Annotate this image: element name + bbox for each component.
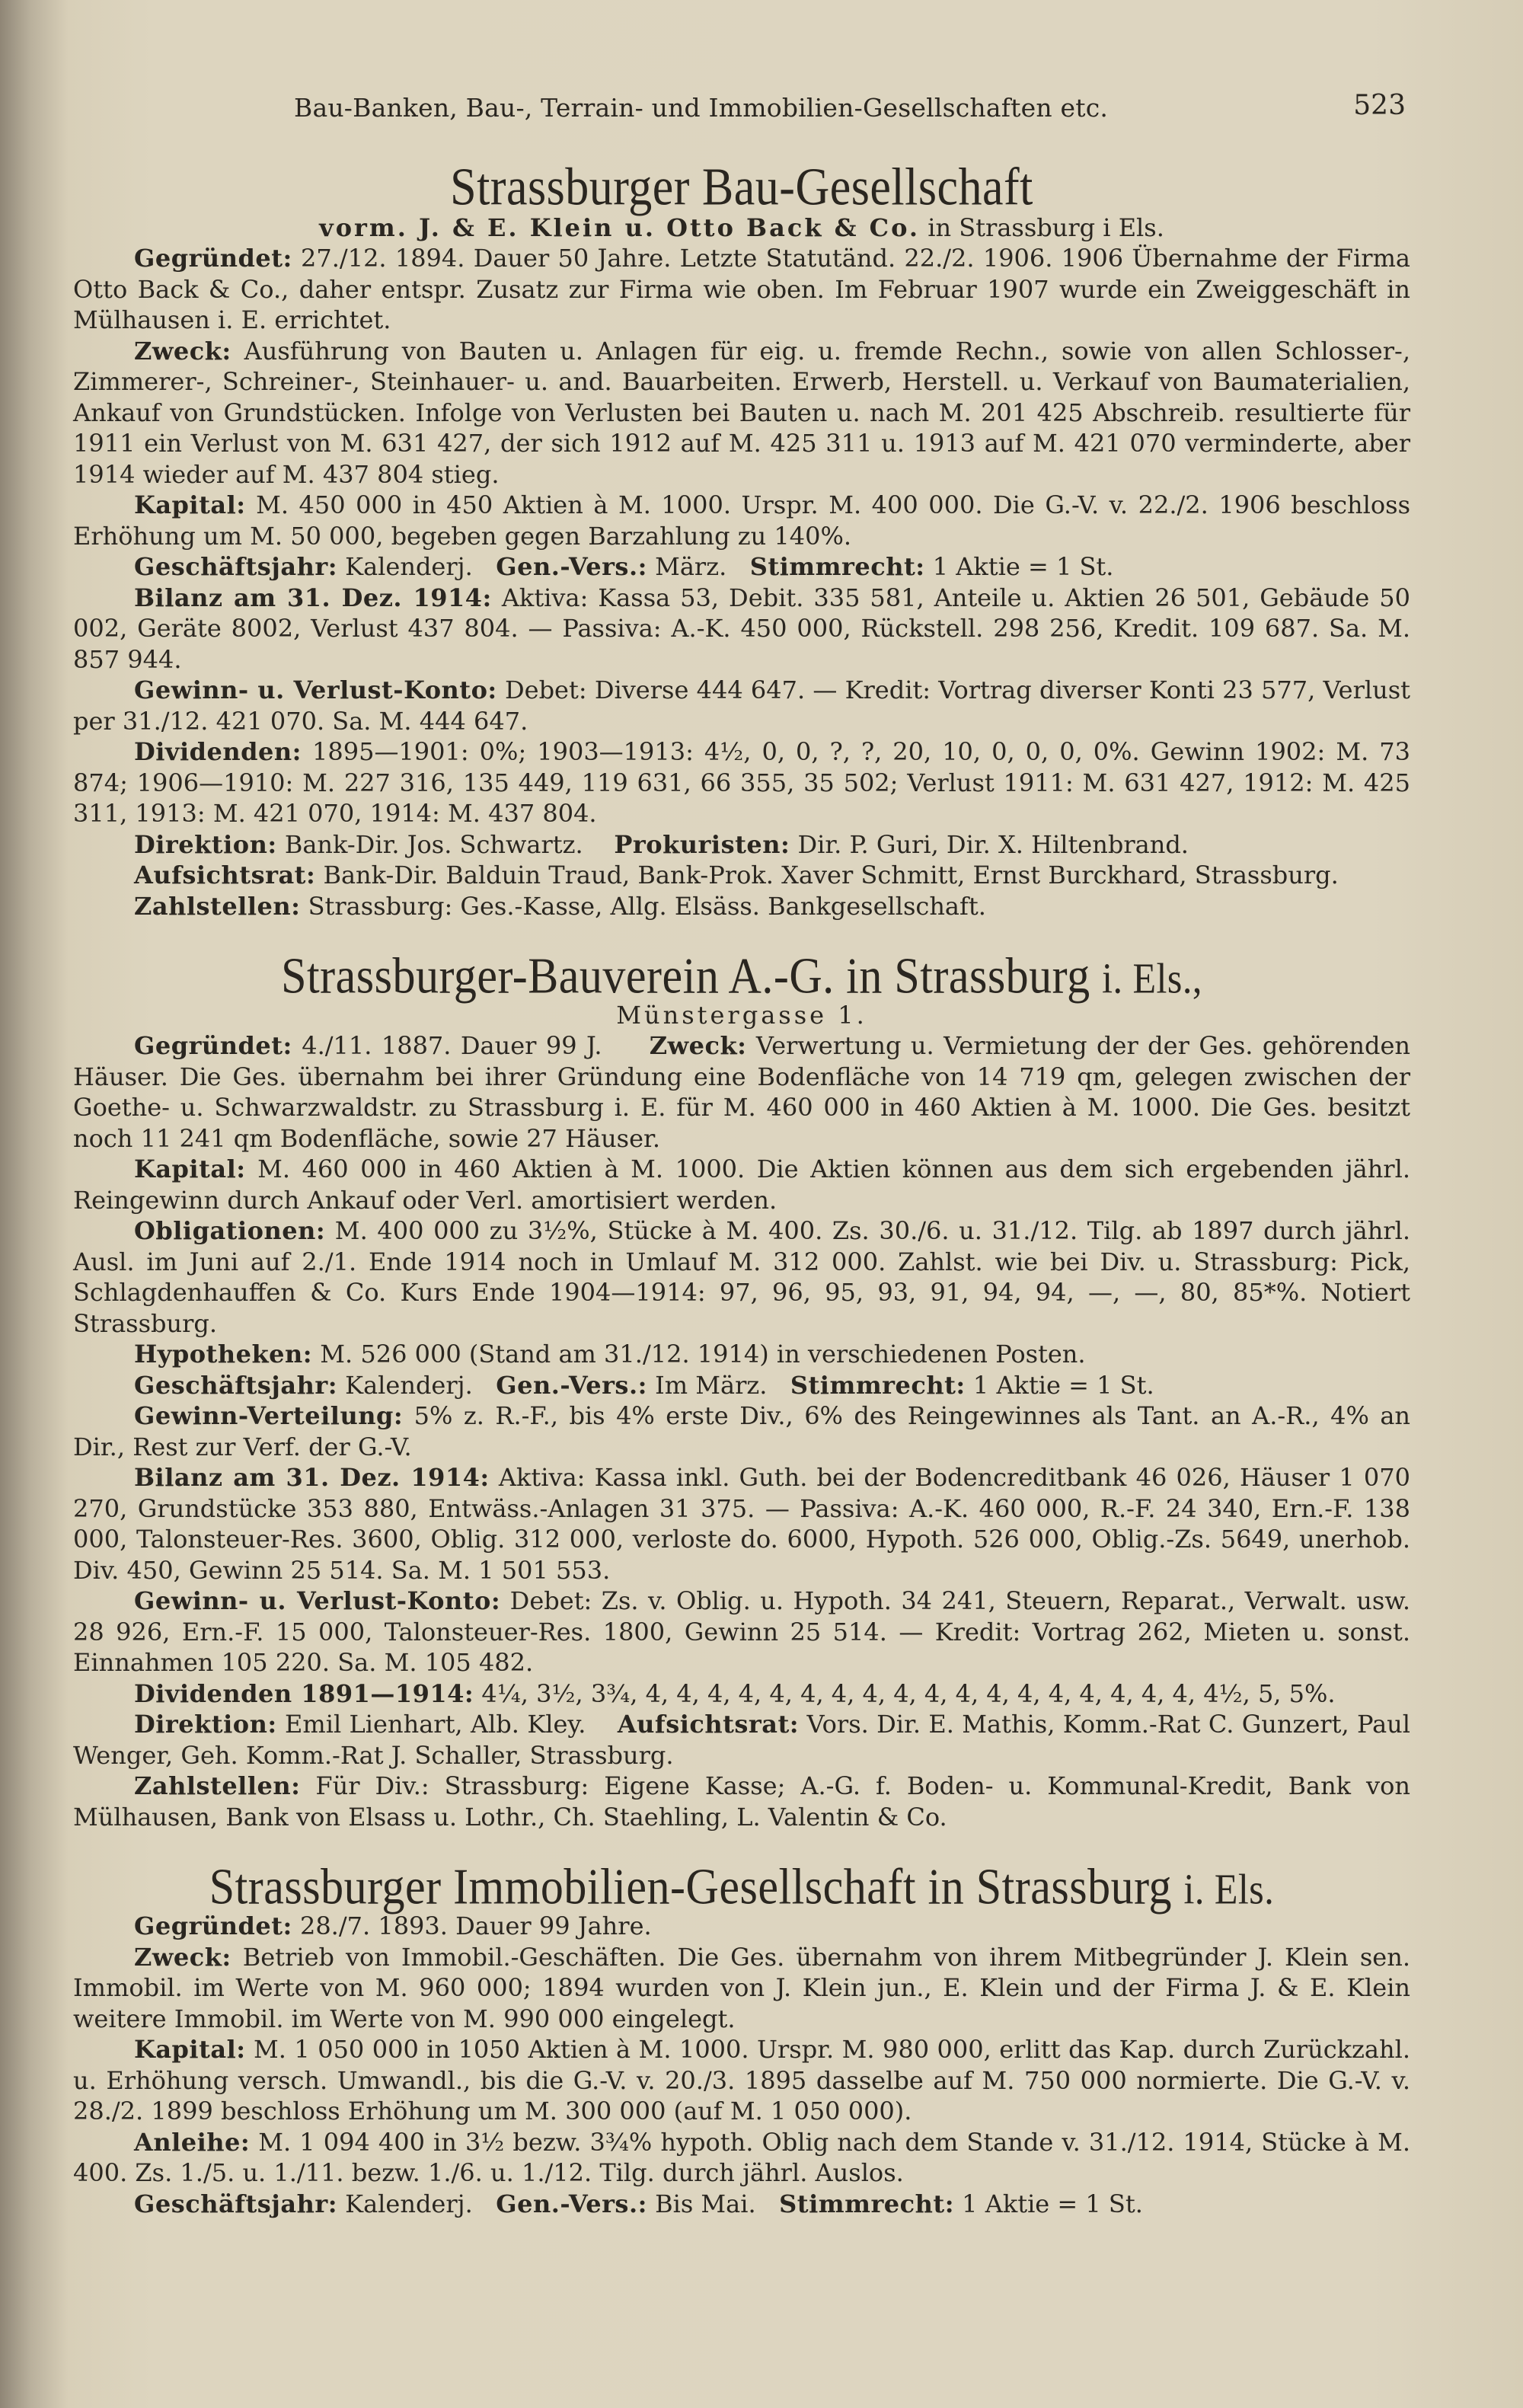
running-head-title: Bau-Banken, Bau-, Terrain- und Immobilien-Gesellschaften etc. bbox=[294, 93, 1109, 123]
label-zweck: Zweck: bbox=[134, 336, 231, 366]
text-gegruendet: 4./11. 1887. Dauer 99 J. bbox=[302, 1031, 602, 1061]
entry-subtitle bbox=[73, 212, 1410, 243]
paragraph-zweck bbox=[73, 1942, 1410, 2035]
label-bilanz: Bilanz am 31. Dez. 1914: bbox=[134, 583, 492, 612]
label-aufsichtsrat: Aufsichtsrat: bbox=[134, 861, 316, 890]
text-gegruendet: 27./12. 1894. Dauer 50 Jahre. Letzte Statutänd. 22./2. 1906. 1906 Übernahme der Firma Otto Back & Co., daher entspr. Zusatz zur Firma wie oben. Im Februar 1907 wurde ein Zweiggeschäft in Mülhausen i. E. errichtet. bbox=[73, 244, 1411, 335]
text-aufsichtsrat: Vors. Dir. E. Mathis, Komm.-Rat C. Gunzert, Paul Wenger, Geh. Komm.-Rat J. Schaller, Strassburg. bbox=[73, 1710, 1410, 1770]
paragraph-geschaeftsjahr bbox=[73, 1370, 1410, 1401]
label-zahlstellen: Zahlstellen: bbox=[134, 891, 301, 921]
entry-strassburger-bauverein bbox=[73, 947, 1411, 1832]
label-geschaeftsjahr: Geschäftsjahr: bbox=[134, 2189, 337, 2218]
text-zweck: Ausführung von Bauten u. Anlagen für eig. u. fremde Rechn., sowie von allen Schlosser-, Zimmerer-, Schreiner-, Steinhauer- u. and. Bauarbeiten. Erwerb, Herstell. u. Verkauf von Baumaterialien, Ankauf von Grundstücken. Infolge von Verlusten bei Bauten u. nach M. 201 425 Abschreib. resultierte für 1911 ein Verlust von M. 631 427, der sich 1912 auf M. 425 311 u. 1913 auf M. 421 070 verminderte, aber 1914 wieder auf M. 437 804 stieg. bbox=[73, 336, 1411, 489]
text-kapital: M. 450 000 in 450 Aktien à M. 1000. Urspr. M. 400 000. Die G.-V. v. 22./2. 1906 beschloss Erhöhung um M. 50 000, begeben gegen Barzahlung zu 140%. bbox=[73, 490, 1411, 551]
text-zweck: Betrieb von Immobil.-Geschäften. Die Ges. übernahm von ihrem Mitbegründer J. Klein sen. Immobil. im Werte von M. 960 000; 1894 wurden von J. Klein jun., E. Klein und der Firma J. & E. Klein weitere Immobil. im Werte von M. 990 000 eingelegt. bbox=[73, 1942, 1411, 2033]
text-bilanz: Aktiva: Kassa inkl. Guth. bei der Bodencreditbank 46 026, Häuser 1 070 270, Grundstücke 353 880, Entwäss.-Anlagen 31 375. — Passiva: A.-K. 460 000, R.-F. 24 340, Ern.-F. 138 000, Talonsteuer-Res. 3600, Oblig. 312 000, verloste do. 6000, Hypoth. 526 000, Oblig.-Zs. 5649, unerhob. Div. 450, Gewinn 25 514. Sa. M. 1 501 553. bbox=[73, 1463, 1410, 1585]
text-hypotheken: M. 526 000 (Stand am 31./12. 1914) in verschiedenen Posten. bbox=[320, 1340, 1086, 1369]
label-dividenden: Dividenden: bbox=[134, 737, 302, 767]
text-kapital: M. 460 000 in 460 Aktien à M. 1000. Die Aktien können aus dem sich ergebenden jährl. Reingewinn durch Ankauf oder Verl. amortisiert werden. bbox=[73, 1154, 1411, 1215]
text-guv: Debet: Zs. v. Oblig. u. Hypoth. 34 241, Steuern, Reparat., Verwalt. usw. 28 926, Ern.-F. 15 000, Talonsteuer-Res. 1800, Gewinn 25 514. — Kredit: Vortrag 262, Mieten u. sonst. Einnahmen 105 220. Sa. M. 105 482. bbox=[73, 1586, 1411, 1678]
label-stimmrecht: Stimmrecht: bbox=[749, 552, 925, 582]
label-zweck: Zweck: bbox=[134, 1942, 231, 1972]
paragraph-direktion bbox=[73, 1709, 1410, 1771]
text-dividenden: 1895—1901: 0%; 1903—1913: 4½, 0, 0, ?, ?, 20, 10, 0, 0, 0, 0%. Gewinn 1902: M. 73 874; 1906—1910: M. 227 316, 135 449, 119 631, 66 355, 35 502; Verlust 1911: M. 631 427, 1912: M. 425 311, 1913: M. 421 070, 1914: M. 437 804. bbox=[73, 737, 1411, 829]
label-kapital: Kapital: bbox=[134, 490, 246, 520]
text-zweck: Verwertung u. Vermietung der der Ges. gehörenden Häuser. Die Ges. übernahm bei ihrer Gründung eine Bodenfläche von 14 719 qm, gelegen zwischen der Goethe- u. Schwarzwaldstr. zu Strassburg i. E. für M. 460 000 in 460 Aktien à M. 1000. Die Ges. besitzt noch 11 241 qm Bodenfläche, sowie 27 Häuser. bbox=[73, 1031, 1411, 1153]
entry-location: i. Els., bbox=[1102, 954, 1202, 1002]
paragraph-dividenden bbox=[73, 736, 1410, 829]
paragraph-gegruendet bbox=[73, 243, 1410, 336]
entry-location: in Strassburg i Els. bbox=[928, 213, 1164, 243]
text-direktion: Bank-Dir. Jos. Schwartz. bbox=[284, 829, 583, 859]
label-gegruendet: Gegründet: bbox=[134, 244, 292, 273]
paragraph-kapital bbox=[73, 2034, 1410, 2127]
label-gen-vers: Gen.-Vers.: bbox=[496, 2189, 647, 2218]
text-obligationen: M. 400 000 zu 3½%, Stücke à M. 400. Zs. 30./6. u. 31./12. Tilg. ab 1897 durch jährl. Ausl. im Juni auf 2./1. Ende 1914 noch in Umlauf M. 312 000. Zahlst. wie bei Div. u. Strassburg: Pick, Schlagdenhauffen & Co. Kurs Ende 1904—1914: 97, 96, 95, 93, 91, 94, 94, —, —, 80, 85*%. Notiert Strassburg. bbox=[73, 1216, 1411, 1338]
paragraph-hypotheken bbox=[73, 1339, 1410, 1370]
text-aufsichtsrat: Bank-Dir. Balduin Traud, Bank-Prok. Xaver Schmitt, Ernst Burckhard, Strassburg. bbox=[323, 861, 1339, 890]
paragraph-direktion bbox=[73, 829, 1410, 861]
label-gegruendet: Gegründet: bbox=[134, 1911, 292, 1941]
entry-title: Strassburger Bau-Gesellschaft bbox=[450, 158, 1033, 217]
label-dividenden: Dividenden 1891—1914: bbox=[134, 1678, 474, 1708]
paragraph-gewinn-verteilung bbox=[73, 1400, 1410, 1462]
label-gen-vers: Gen.-Vers.: bbox=[496, 1370, 647, 1400]
label-geschaeftsjahr: Geschäftsjahr: bbox=[134, 1370, 337, 1400]
text-gen-vers: März. bbox=[655, 552, 727, 582]
text-gen-vers: Bis Mai. bbox=[655, 2189, 756, 2218]
paragraph-geschaeftsjahr bbox=[73, 551, 1410, 583]
label-zahlstellen: Zahlstellen: bbox=[134, 1771, 301, 1801]
text-stimmrecht: 1 Aktie = 1 St. bbox=[932, 552, 1114, 582]
paragraph-zweck bbox=[73, 336, 1410, 490]
label-prokuristen: Prokuristen: bbox=[614, 829, 790, 859]
text-guv: Debet: Diverse 444 647. — Kredit: Vortrag diverser Konti 23 577, Verlust per 31./12. 421 070. Sa. M. 444 647. bbox=[73, 675, 1411, 736]
text-geschaeftsjahr: Kalenderj. bbox=[345, 2189, 473, 2218]
label-stimmrecht: Stimmrecht: bbox=[779, 2189, 954, 2218]
text-gen-vers: Im März. bbox=[655, 1370, 768, 1400]
entry-title bbox=[73, 949, 1410, 1003]
text-geschaeftsjahr: Kalenderj. bbox=[345, 552, 473, 582]
label-gewinn-verteilung: Gewinn-Verteilung: bbox=[134, 1401, 404, 1431]
entry-location: i. Els. bbox=[1183, 1865, 1275, 1913]
label-bilanz: Bilanz am 31. Dez. 1914: bbox=[134, 1463, 490, 1493]
text-kapital: M. 1 050 000 in 1050 Aktien à M. 1000. Urspr. M. 980 000, erlitt das Kap. durch Zurückzahl. u. Erhöhung versch. Umwandl., bis die G.-V. v. 20./3. 1895 dasselbe auf M. 750 000 normierte. Die G.-V. v. 28./2. 1899 beschloss Erhöhung um M. 300 000 (auf M. 1 050 000). bbox=[73, 2035, 1411, 2126]
text-anleihe: M. 1 094 400 in 3½ bezw. 3¾% hypoth. Oblig nach dem Stande v. 31./12. 1914, Stücke à M. 400. Zs. 1./5. u. 1./11. bezw. 1./6. u. 1./12. Tilg. durch jährl. Auslos. bbox=[73, 2127, 1411, 2188]
paragraph-bilanz bbox=[73, 1462, 1410, 1586]
text-geschaeftsjahr: Kalenderj. bbox=[345, 1370, 473, 1400]
label-kapital: Kapital: bbox=[134, 2035, 246, 2065]
label-direktion: Direktion: bbox=[134, 1710, 277, 1739]
former-name: vorm. J. & E. Klein u. Otto Back & Co. bbox=[319, 213, 921, 243]
entry-strassburger-bau-gesellschaft bbox=[73, 158, 1411, 921]
entry-strassburger-immobilien-gesellschaft bbox=[73, 1858, 1411, 2219]
section-gap bbox=[73, 921, 1410, 938]
paragraph-dividenden bbox=[73, 1678, 1410, 1710]
text-prokuristen: Dir. P. Guri, Dir. X. Hiltenbrand. bbox=[797, 829, 1189, 859]
label-guv: Gewinn- u. Verlust-Konto: bbox=[134, 675, 497, 705]
text-zahlstellen: Strassburg: Ges.-Kasse, Allg. Elsäss. Bankgesellschaft. bbox=[308, 891, 986, 921]
section-gap bbox=[73, 1832, 1410, 1849]
paragraph-kapital bbox=[73, 1154, 1410, 1215]
label-guv: Gewinn- u. Verlust-Konto: bbox=[134, 1586, 501, 1616]
paragraph-zahlstellen bbox=[73, 1771, 1410, 1832]
label-anleihe: Anleihe: bbox=[134, 2127, 251, 2157]
label-obligationen: Obligationen: bbox=[134, 1216, 326, 1246]
label-aufsichtsrat: Aufsichtsrat: bbox=[617, 1710, 800, 1739]
paragraph-aufsichtsrat bbox=[73, 860, 1410, 891]
label-hypotheken: Hypotheken: bbox=[134, 1340, 313, 1369]
label-zweck: Zweck: bbox=[649, 1031, 747, 1061]
entry-address: Münstergasse 1. bbox=[616, 1001, 867, 1030]
entry-title-text: Strassburger-Bauverein A.-G. in Strassburg bbox=[281, 947, 1090, 1004]
label-geschaeftsjahr: Geschäftsjahr: bbox=[134, 552, 337, 582]
paragraph-gegruendet bbox=[73, 1030, 1410, 1154]
paragraph-kapital bbox=[73, 490, 1410, 551]
label-kapital: Kapital: bbox=[134, 1154, 246, 1184]
paragraph-obligationen bbox=[73, 1215, 1410, 1339]
text-zahlstellen: Für Div.: Strassburg: Eigene Kasse; A.-G. f. Boden- u. Kommunal-Kredit, Bank von Mülhausen, Bank von Elsass u. Lothr., Ch. Staehling, L. Valentin & Co. bbox=[73, 1771, 1411, 1832]
text-stimmrecht: 1 Aktie = 1 St. bbox=[972, 1370, 1154, 1400]
text-dividenden: 4¼, 3½, 3¾, 4, 4, 4, 4, 4, 4, 4, 4, 4, 4, 4, 4, 4, 4, 4, 4, 4, 4, 4½, 5, 5%. bbox=[481, 1678, 1336, 1708]
text-stimmrecht: 1 Aktie = 1 St. bbox=[962, 2189, 1143, 2218]
text-direktion: Emil Lienhart, Alb. Kley. bbox=[285, 1710, 586, 1739]
page-number: 523 bbox=[1353, 90, 1406, 121]
label-gen-vers: Gen.-Vers.: bbox=[496, 552, 647, 582]
label-gegruendet: Gegründet: bbox=[134, 1031, 292, 1061]
label-direktion: Direktion: bbox=[134, 829, 277, 859]
text-gegruendet: 28./7. 1893. Dauer 99 Jahre. bbox=[299, 1911, 652, 1941]
paragraph-guv bbox=[73, 675, 1410, 736]
entry-title-text: Strassburger Immobilien-Gesellschaft in Strassburg bbox=[209, 1858, 1172, 1915]
paragraph-gegruendet bbox=[73, 1911, 1410, 1942]
paragraph-anleihe bbox=[73, 2127, 1410, 2189]
paragraph-bilanz bbox=[73, 583, 1410, 675]
label-stimmrecht: Stimmrecht: bbox=[790, 1370, 966, 1400]
entry-title bbox=[73, 1860, 1410, 1914]
paragraph-guv bbox=[73, 1586, 1410, 1678]
text-gewinn-verteilung: 5% z. R.-F., bis 4% erste Div., 6% des Reingewinnes als Tant. an A.-R., 4% an Dir., Rest zur Verf. der G.-V. bbox=[73, 1401, 1411, 1461]
paragraph-geschaeftsjahr bbox=[73, 2189, 1410, 2220]
running-head bbox=[73, 82, 1410, 128]
paragraph-zahlstellen bbox=[73, 891, 1410, 922]
text-bilanz: Aktiva: Kassa 53, Debit. 335 581, Anteile u. Aktien 26 501, Gebäude 50 002, Geräte 8002, Verlust 437 804. — Passiva: A.-K. 450 000, Rückstell. 298 256, Kredit. 109 687. Sa. M. 857 944. bbox=[73, 583, 1411, 674]
